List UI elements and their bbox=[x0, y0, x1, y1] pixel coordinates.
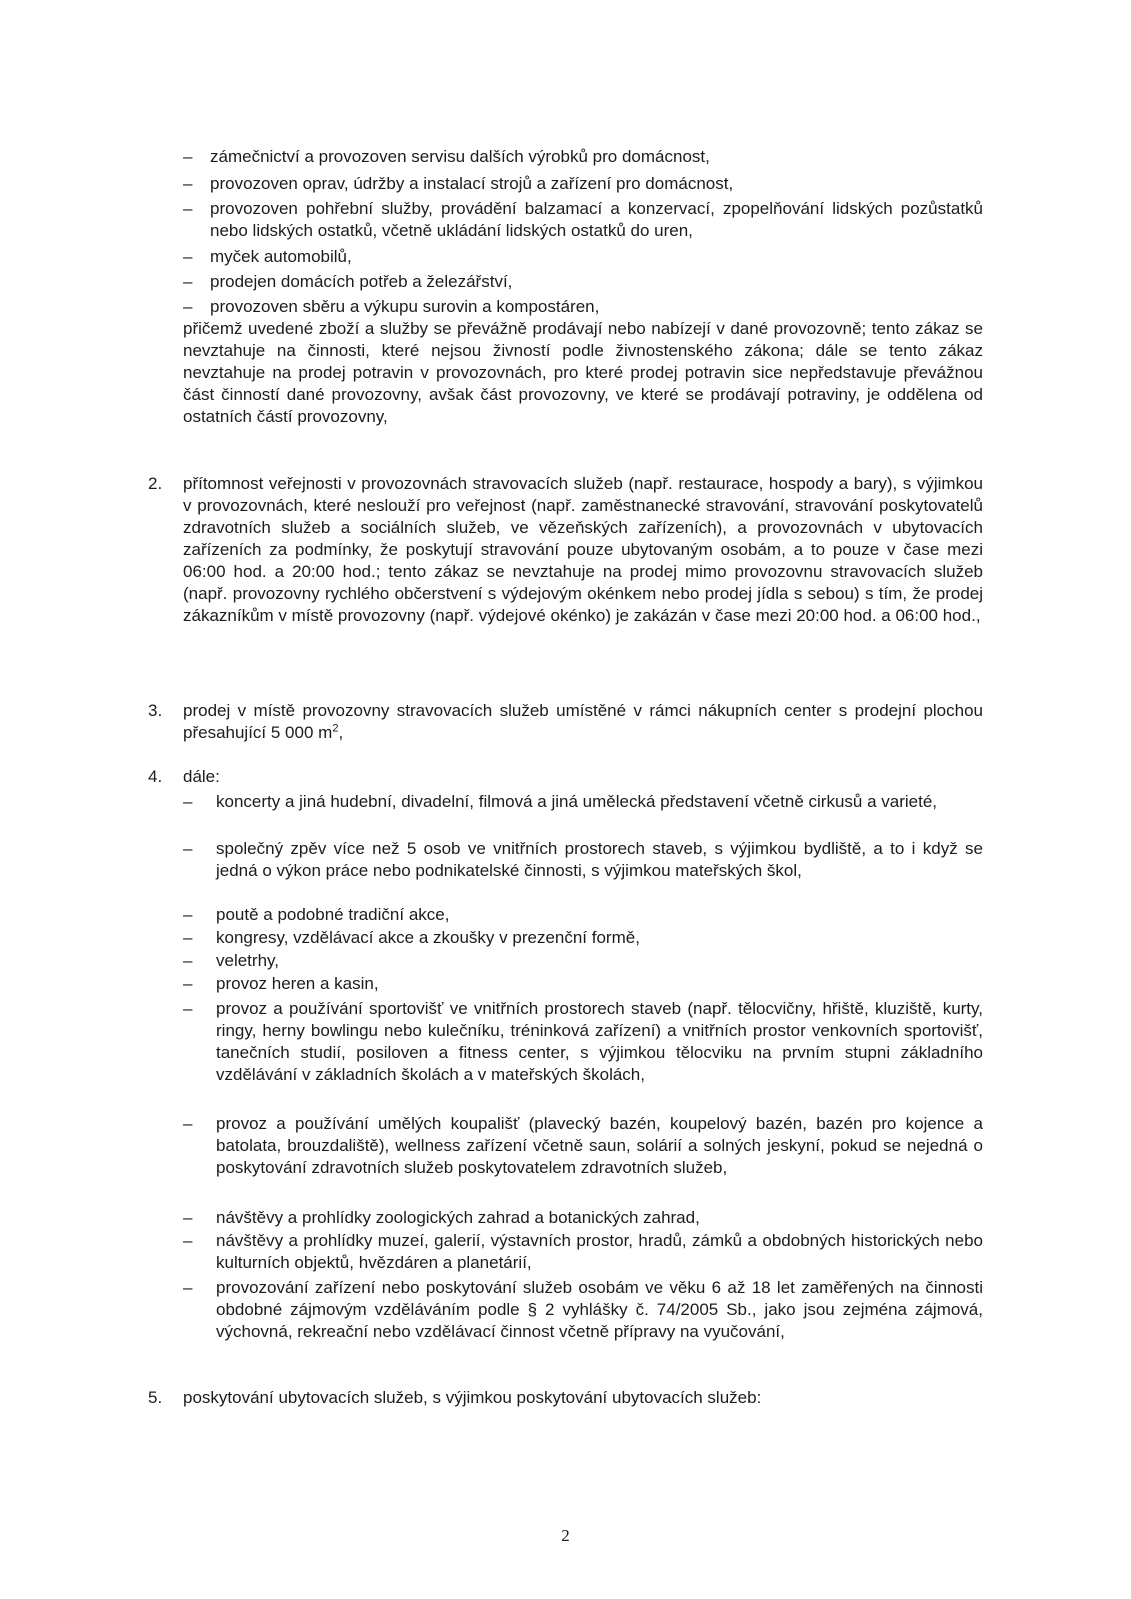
dash-bullet: – bbox=[183, 297, 193, 316]
list-item-text: provozoven pohřební služby, provádění balzamací a konzervací, zpopelňování lidských pozůstatků nebo lidských ostatků, včetně ukládání lidských ostatků do uren, bbox=[210, 199, 983, 240]
item-text-tail: , bbox=[338, 723, 344, 742]
dash-bullet: – bbox=[183, 1231, 193, 1250]
sub-item-text: provoz a používání umělých koupališť (plavecký bazén, koupelový bazén, bazén pro kojence a batolata, brouzdaliště), wellness zařízení včetně saun, solárií a solných jeskyní, pokud se nejedná o poskytování zdravotních služeb poskytovatelem zdravotních služeb, bbox=[216, 1114, 983, 1177]
item-number: 3. bbox=[148, 701, 163, 720]
dash-bullet: – bbox=[183, 1114, 193, 1133]
list-item-text: provozoven sběru a výkupu surovin a kompostáren, bbox=[210, 297, 600, 316]
sub-item-text: koncerty a jiná hudební, divadelní, filmová a jiná umělecká představení včetně cirkusů a varieté, bbox=[216, 792, 938, 811]
item-text: přítomnost veřejnosti v provozovnách stravovacích služeb (např. restaurace, hospody a bary), s výjimkou v provozovnách, které neslouží pro veřejnost (např. zaměstnanecké stravování, stravování poskytovatelů zdravotních služeb a sociálních služeb, ve vězeňských zařízeních), a provozovnách v ubytovacích zařízeních za podmínky, že poskytují stravování pouze ubytovaným osobám, a to pouze v čase mezi 06:00 hod. a 20:00 hod.; tento zákaz se nevztahuje na prodej mimo provozovnu stravovacích služeb (např. provozovny rychlého občerstvení s výdejovým okénkem nebo prodej jídla s sebou) s tím, že prodej zákazníkům v místě provozovny (např. výdejové okénko) je zakázán v čase mezi 20:00 hod. a 06:00 hod., bbox=[183, 474, 983, 625]
dash-bullet: – bbox=[183, 951, 193, 970]
page-number: 2 bbox=[561, 1526, 570, 1545]
dash-bullet: – bbox=[183, 199, 193, 218]
list-item bbox=[183, 146, 983, 168]
dash-bullet: – bbox=[183, 272, 193, 291]
sub-item-text: provozování zařízení nebo poskytování služeb osobám ve věku 6 až 18 let zaměřených na činnosti obdobné zájmovým vzděláváním podle § 2 vyhlášky č. 74/2005 Sb., jako jsou zejména zájmová, výchovná, rekreační nebo vzdělávací činnost včetně přípravy na vyučování, bbox=[216, 1278, 983, 1341]
dash-bullet: – bbox=[183, 247, 193, 266]
sub-item-text: návštěvy a prohlídky zoologických zahrad a botanických zahrad, bbox=[216, 1208, 700, 1227]
dash-bullet: – bbox=[183, 1278, 193, 1297]
item-text-main: prodej v místě provozovny stravovacích služeb umístěné v rámci nákupních center s prodejní plochou přesahující 5 000 m bbox=[183, 701, 983, 742]
list-item-text: zámečnictví a provozoven servisu dalších výrobků pro domácnost, bbox=[210, 147, 710, 166]
list-item-text: prodejen domácích potřeb a železářství, bbox=[210, 272, 513, 291]
superscript: 2 bbox=[332, 722, 339, 735]
item-text: poskytování ubytovacích služeb, s výjimkou poskytování ubytovacích služeb: bbox=[183, 1388, 762, 1407]
item-number: 4. bbox=[148, 767, 163, 786]
sub-item-text: společný zpěv více než 5 osob ve vnitřních prostorech staveb, s výjimkou bydliště, a to i když se jedná o výkon práce nebo podnikatelské činnosti, s výjimkou mateřských škol, bbox=[216, 839, 983, 880]
dash-bullet: – bbox=[183, 928, 193, 947]
sub-item-text: návštěvy a prohlídky muzeí, galerií, výstavních prostor, hradů, zámků a obdobných historických nebo kulturních objektů, hvězdáren a planetárií, bbox=[216, 1231, 983, 1272]
list-item bbox=[183, 173, 983, 195]
sub-item-text: kongresy, vzdělávací akce a zkoušky v prezenční formě, bbox=[216, 928, 640, 947]
dash-bullet: – bbox=[183, 999, 193, 1018]
closing-paragraph: přičemž uvedené zboží a služby se převážně prodávají nebo nabízejí v dané provozovně; tento zákaz se nevztahuje na činnosti, které nejsou živností podle živnostenského zákona; dále se tento zákaz nevztahuje na prodej potravin v provozovnách, pro které prodej potravin sice nepředstavuje převážnou část činností dané provozovny, avšak část provozovny, ve které se prodávají potraviny, je oddělena od ostatních částí provozovny, bbox=[183, 319, 983, 426]
list-item bbox=[183, 246, 983, 268]
item-text bbox=[183, 700, 983, 744]
list-item bbox=[183, 296, 983, 318]
sub-item-text: veletrhy, bbox=[216, 951, 279, 970]
list-item bbox=[183, 271, 983, 293]
sub-item-text: provoz a používání sportovišť ve vnitřních prostorech staveb (např. tělocvičny, hřiště, kluziště, kurty, ringy, herny bowlingu nebo kulečníku, tréninková zařízení) a vnitřních prostor venkovních sportovišť, tanečních studií, posiloven a fitness center, s výjimkou tělocviku na prvním stupni základního vzdělávání v základních školách a v mateřských školách, bbox=[216, 999, 983, 1084]
item-intro: dále: bbox=[183, 767, 220, 786]
item-number: 5. bbox=[148, 1388, 163, 1407]
sub-item-text: provoz heren a kasin, bbox=[216, 974, 379, 993]
dash-bullet: – bbox=[183, 905, 193, 924]
dash-bullet: – bbox=[183, 1208, 193, 1227]
list-item-text: provozoven oprav, údržby a instalací strojů a zařízení pro domácnost, bbox=[210, 174, 734, 193]
dash-bullet: – bbox=[183, 174, 193, 193]
dash-bullet: – bbox=[183, 974, 193, 993]
list-item-text: myček automobilů, bbox=[210, 247, 352, 266]
item-number: 2. bbox=[148, 474, 163, 493]
dash-bullet: – bbox=[183, 839, 193, 858]
dash-bullet: – bbox=[183, 792, 193, 811]
sub-item-text: poutě a podobné tradiční akce, bbox=[216, 905, 450, 924]
list-item bbox=[183, 198, 983, 244]
dash-bullet: – bbox=[183, 147, 193, 166]
